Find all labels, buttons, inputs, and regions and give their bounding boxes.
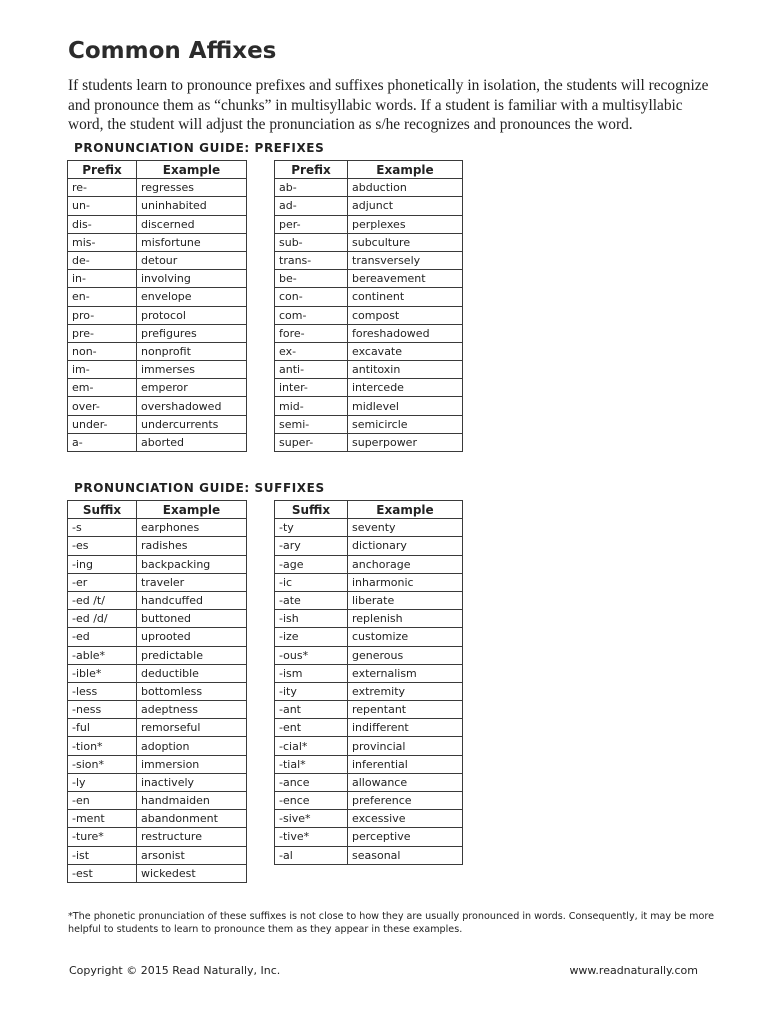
- example-cell: extremity: [348, 682, 463, 700]
- table-row: [68, 628, 247, 646]
- affix-cell: -ty: [275, 519, 348, 537]
- affix-cell: non-: [68, 342, 137, 360]
- table-row: [68, 828, 247, 846]
- example-cell: externalism: [348, 664, 463, 682]
- example-cell: immersion: [137, 755, 247, 773]
- prefixes-heading: PRONUNCIATION GUIDE: PREFIXES: [74, 141, 325, 155]
- table-row: [275, 519, 463, 537]
- affix-cell: -tion*: [68, 737, 137, 755]
- affix-cell: inter-: [275, 379, 348, 397]
- affix-cell: -ant: [275, 701, 348, 719]
- affix-cell: -ful: [68, 719, 137, 737]
- example-cell: discerned: [137, 215, 247, 233]
- column-header-prefix: Prefix: [68, 161, 137, 179]
- affix-cell: -ment: [68, 810, 137, 828]
- affix-cell: ex-: [275, 342, 348, 360]
- table-row: [275, 233, 463, 251]
- example-cell: abduction: [348, 179, 463, 197]
- table-row: [68, 342, 247, 360]
- example-cell: uninhabited: [137, 197, 247, 215]
- affix-cell: -es: [68, 537, 137, 555]
- table-header-row: [275, 161, 463, 179]
- example-cell: adoption: [137, 737, 247, 755]
- example-cell: generous: [348, 646, 463, 664]
- example-cell: bereavement: [348, 270, 463, 288]
- table-row: [68, 233, 247, 251]
- table-row: [68, 773, 247, 791]
- affix-cell: pre-: [68, 324, 137, 342]
- example-cell: emperor: [137, 379, 247, 397]
- affix-cell: dis-: [68, 215, 137, 233]
- affix-cell: -less: [68, 682, 137, 700]
- example-cell: regresses: [137, 179, 247, 197]
- table-header-row: [275, 501, 463, 519]
- table-row: [68, 864, 247, 882]
- example-cell: indifferent: [348, 719, 463, 737]
- affix-cell: -able*: [68, 646, 137, 664]
- table-row: [68, 379, 247, 397]
- affix-cell: -ance: [275, 773, 348, 791]
- table-row: [275, 828, 463, 846]
- footnote: *The phonetic pronunciation of these suffixes is not close to how they are usually pronounced in words. Consequently, it may be more helpful to students to learn to pronounce them as they appear in these examples.: [68, 911, 715, 935]
- table-row: [68, 306, 247, 324]
- affix-cell: -al: [275, 846, 348, 864]
- column-header-example: Example: [348, 161, 463, 179]
- example-cell: repentant: [348, 701, 463, 719]
- affix-cell: -ate: [275, 591, 348, 609]
- table-row: [275, 573, 463, 591]
- affix-cell: -sive*: [275, 810, 348, 828]
- example-cell: uprooted: [137, 628, 247, 646]
- column-header-example: Example: [137, 161, 247, 179]
- affix-cell: mis-: [68, 233, 137, 251]
- example-cell: misfortune: [137, 233, 247, 251]
- example-cell: handmaiden: [137, 792, 247, 810]
- table-row: [68, 519, 247, 537]
- affix-cell: ad-: [275, 197, 348, 215]
- example-cell: radishes: [137, 537, 247, 555]
- example-cell: deductible: [137, 664, 247, 682]
- column-header-prefix: Prefix: [275, 161, 348, 179]
- affix-cell: -ture*: [68, 828, 137, 846]
- affix-cell: over-: [68, 397, 137, 415]
- affix-cell: -ist: [68, 846, 137, 864]
- table-row: [68, 555, 247, 573]
- example-cell: nonprofit: [137, 342, 247, 360]
- affix-cell: pro-: [68, 306, 137, 324]
- affix-cell: -sion*: [68, 755, 137, 773]
- suffix-table-left: [67, 500, 247, 883]
- table-row: [275, 810, 463, 828]
- example-cell: perplexes: [348, 215, 463, 233]
- example-cell: superpower: [348, 433, 463, 451]
- affix-cell: be-: [275, 270, 348, 288]
- affix-cell: -er: [68, 573, 137, 591]
- table-row: [275, 197, 463, 215]
- prefix-table-right: [274, 160, 463, 452]
- example-cell: customize: [348, 628, 463, 646]
- example-cell: provincial: [348, 737, 463, 755]
- table-row: [68, 433, 247, 451]
- affix-cell: anti-: [275, 361, 348, 379]
- example-cell: envelope: [137, 288, 247, 306]
- prefix-table-left: [67, 160, 247, 452]
- table-row: [275, 701, 463, 719]
- affix-cell: semi-: [275, 415, 348, 433]
- table-row: [68, 415, 247, 433]
- table-row: [275, 179, 463, 197]
- example-cell: adjunct: [348, 197, 463, 215]
- affix-cell: mid-: [275, 397, 348, 415]
- table-row: [275, 664, 463, 682]
- example-cell: wickedest: [137, 864, 247, 882]
- example-cell: undercurrents: [137, 415, 247, 433]
- affix-cell: -ic: [275, 573, 348, 591]
- affix-cell: de-: [68, 251, 137, 269]
- table-row: [68, 179, 247, 197]
- copyright-text: Copyright © 2015 Read Naturally, Inc.: [69, 964, 281, 977]
- affix-cell: -tive*: [275, 828, 348, 846]
- affix-cell: -ous*: [275, 646, 348, 664]
- example-cell: backpacking: [137, 555, 247, 573]
- table-row: [68, 215, 247, 233]
- column-header-suffix: Suffix: [68, 501, 137, 519]
- example-cell: semicircle: [348, 415, 463, 433]
- affix-cell: un-: [68, 197, 137, 215]
- affix-cell: under-: [68, 415, 137, 433]
- table-row: [275, 215, 463, 233]
- suffix-table-right: [274, 500, 463, 865]
- table-row: [275, 433, 463, 451]
- example-cell: immerses: [137, 361, 247, 379]
- table-row: [275, 415, 463, 433]
- example-cell: intercede: [348, 379, 463, 397]
- example-cell: dictionary: [348, 537, 463, 555]
- suffixes-heading: PRONUNCIATION GUIDE: SUFFIXES: [74, 481, 325, 495]
- table-row: [68, 591, 247, 609]
- table-row: [275, 737, 463, 755]
- table-row: [68, 810, 247, 828]
- table-row: [68, 755, 247, 773]
- column-header-example: Example: [137, 501, 247, 519]
- example-cell: liberate: [348, 591, 463, 609]
- table-row: [68, 846, 247, 864]
- table-row: [68, 251, 247, 269]
- table-row: [275, 792, 463, 810]
- table-row: [275, 270, 463, 288]
- column-header-suffix: Suffix: [275, 501, 348, 519]
- example-cell: overshadowed: [137, 397, 247, 415]
- example-cell: aborted: [137, 433, 247, 451]
- table-row: [68, 610, 247, 628]
- table-row: [68, 197, 247, 215]
- example-cell: traveler: [137, 573, 247, 591]
- table-row: [68, 701, 247, 719]
- example-cell: inferential: [348, 755, 463, 773]
- example-cell: abandonment: [137, 810, 247, 828]
- example-cell: restructure: [137, 828, 247, 846]
- example-cell: continent: [348, 288, 463, 306]
- example-cell: excavate: [348, 342, 463, 360]
- intro-paragraph: If students learn to pronounce prefixes and suffixes phonetically in isolation, the students will recognize and pronounce them as “chunks” in multisyllabic words. If a student is familiar with a multisyllabic word, the student will adjust the pronunciation as s/he recognizes and pronounces the word.: [68, 77, 709, 133]
- affix-cell: -ed /d/: [68, 610, 137, 628]
- table-row: [275, 537, 463, 555]
- table-row: [275, 306, 463, 324]
- affix-cell: -tial*: [275, 755, 348, 773]
- affix-cell: -s: [68, 519, 137, 537]
- example-cell: inactively: [137, 773, 247, 791]
- website-link[interactable]: www.readnaturally.com: [569, 964, 698, 977]
- example-cell: allowance: [348, 773, 463, 791]
- table-row: [68, 792, 247, 810]
- example-cell: arsonist: [137, 846, 247, 864]
- page-title: Common Affixes: [68, 38, 277, 64]
- example-cell: midlevel: [348, 397, 463, 415]
- table-row: [68, 737, 247, 755]
- affix-cell: per-: [275, 215, 348, 233]
- affix-cell: re-: [68, 179, 137, 197]
- example-cell: seasonal: [348, 846, 463, 864]
- table-row: [68, 270, 247, 288]
- affix-cell: -ed: [68, 628, 137, 646]
- affix-cell: -ed /t/: [68, 591, 137, 609]
- table-row: [68, 288, 247, 306]
- affix-cell: -ity: [275, 682, 348, 700]
- affix-cell: -ible*: [68, 664, 137, 682]
- example-cell: bottomless: [137, 682, 247, 700]
- table-row: [275, 682, 463, 700]
- example-cell: predictable: [137, 646, 247, 664]
- example-cell: transversely: [348, 251, 463, 269]
- affix-cell: -age: [275, 555, 348, 573]
- table-row: [275, 610, 463, 628]
- example-cell: prefigures: [137, 324, 247, 342]
- affix-cell: -ly: [68, 773, 137, 791]
- table-header-row: [68, 501, 247, 519]
- table-row: [68, 361, 247, 379]
- example-cell: seventy: [348, 519, 463, 537]
- table-row: [275, 646, 463, 664]
- example-cell: compost: [348, 306, 463, 324]
- affix-cell: -ism: [275, 664, 348, 682]
- table-row: [275, 379, 463, 397]
- table-row: [275, 397, 463, 415]
- example-cell: buttoned: [137, 610, 247, 628]
- example-cell: preference: [348, 792, 463, 810]
- example-cell: antitoxin: [348, 361, 463, 379]
- affix-cell: -en: [68, 792, 137, 810]
- affix-cell: fore-: [275, 324, 348, 342]
- table-header-row: [68, 161, 247, 179]
- table-row: [275, 773, 463, 791]
- table-row: [68, 719, 247, 737]
- table-row: [275, 591, 463, 609]
- example-cell: remorseful: [137, 719, 247, 737]
- table-row: [275, 719, 463, 737]
- example-cell: foreshadowed: [348, 324, 463, 342]
- affix-cell: em-: [68, 379, 137, 397]
- table-row: [275, 755, 463, 773]
- table-row: [275, 361, 463, 379]
- example-cell: anchorage: [348, 555, 463, 573]
- table-row: [68, 573, 247, 591]
- table-row: [68, 646, 247, 664]
- affix-cell: -ent: [275, 719, 348, 737]
- table-row: [275, 324, 463, 342]
- affix-cell: ab-: [275, 179, 348, 197]
- table-row: [68, 537, 247, 555]
- table-row: [275, 846, 463, 864]
- affix-cell: im-: [68, 361, 137, 379]
- example-cell: handcuffed: [137, 591, 247, 609]
- affix-cell: -ize: [275, 628, 348, 646]
- example-cell: inharmonic: [348, 573, 463, 591]
- table-row: [68, 324, 247, 342]
- affix-cell: -cial*: [275, 737, 348, 755]
- example-cell: involving: [137, 270, 247, 288]
- example-cell: earphones: [137, 519, 247, 537]
- example-cell: protocol: [137, 306, 247, 324]
- affix-cell: -ence: [275, 792, 348, 810]
- table-row: [275, 288, 463, 306]
- affix-cell: -ing: [68, 555, 137, 573]
- affix-cell: -ary: [275, 537, 348, 555]
- column-header-example: Example: [348, 501, 463, 519]
- example-cell: subculture: [348, 233, 463, 251]
- table-row: [275, 342, 463, 360]
- example-cell: excessive: [348, 810, 463, 828]
- example-cell: replenish: [348, 610, 463, 628]
- affix-cell: trans-: [275, 251, 348, 269]
- affix-cell: in-: [68, 270, 137, 288]
- table-row: [68, 397, 247, 415]
- affix-cell: -ish: [275, 610, 348, 628]
- table-row: [275, 628, 463, 646]
- example-cell: perceptive: [348, 828, 463, 846]
- table-row: [275, 555, 463, 573]
- table-row: [68, 664, 247, 682]
- affix-cell: a-: [68, 433, 137, 451]
- affix-cell: super-: [275, 433, 348, 451]
- affix-cell: con-: [275, 288, 348, 306]
- table-row: [68, 682, 247, 700]
- affix-cell: -ness: [68, 701, 137, 719]
- affix-cell: sub-: [275, 233, 348, 251]
- affix-cell: en-: [68, 288, 137, 306]
- affix-cell: -est: [68, 864, 137, 882]
- affix-cell: com-: [275, 306, 348, 324]
- table-row: [275, 251, 463, 269]
- example-cell: detour: [137, 251, 247, 269]
- example-cell: adeptness: [137, 701, 247, 719]
